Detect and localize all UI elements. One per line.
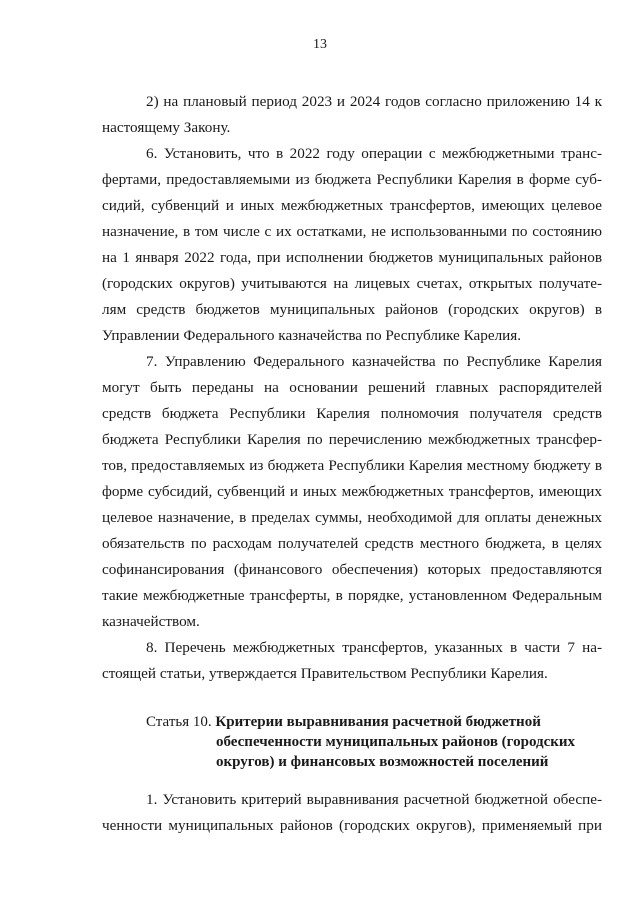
paragraph-line: на 1 января 2022 года, при исполнении бюджетов муниципальных районов [102,249,602,266]
paragraph-line: стоящей статьи, утверждается Правительством Республики Карелия. [102,665,548,682]
paragraph-line: 2) на плановый период 2023 и 2024 годов согласно приложению 14 к [146,93,602,110]
paragraph-line: целевое назначение, в пределах суммы, необходимой для оплаты денежных [102,509,602,526]
article-title: округов) и финансовых возможностей поселений [216,754,549,770]
paragraph-line: могут быть переданы на основании решений главных распорядителей [102,379,602,396]
paragraph-line: 8. Перечень межбюджетных трансфертов, указанных в части 7 на- [146,639,602,656]
article-title: обеспеченности муниципальных районов (городских [216,734,576,750]
paragraph-line: обязательств по расходам получателей средств местного бюджета, в целях [102,535,602,552]
article-number: Статья 10. [146,714,212,730]
paragraph-line: назначение, в том числе с их остатками, не использованными по состоянию [102,223,602,240]
paragraph-line: 1. Установить критерий выравнивания расчетной бюджетной обеспе- [146,791,602,808]
paragraph-line: фертами, предоставляемыми из бюджета Республики Карелия в форме суб- [102,171,602,188]
paragraph-line: ченности муниципальных районов (городских округов), применяемый при [102,817,602,834]
paragraph-line: казначейством. [102,613,200,630]
page-number: 13 [313,37,327,52]
paragraph-line: сидий, субвенций и иных межбюджетных трансфертов, имеющих целевое [102,197,602,214]
paragraph-line: тов, предоставляемых из бюджета Республики Карелия местному бюджету в [102,457,602,474]
paragraph-line: форме субсидий, субвенций и иных межбюджетных трансфертов, имеющих [102,483,602,500]
paragraph-line: настоящему Закону. [102,119,231,136]
paragraph-line: софинансирования (финансового обеспечения) которых предоставляются [102,561,602,578]
paragraph-line: (городских округов) учитываются на лицевых счетах, открытых получате- [102,275,602,292]
article-heading-line [146,712,541,732]
article-title: Критерии выравнивания расчетной бюджетной [215,714,541,730]
paragraph-line: лям средств бюджетов муниципальных районов (городских округов) в [102,301,602,318]
paragraph-line: такие межбюджетные трансферты, в порядке, установленном Федеральным [102,587,602,604]
paragraph-line: Управлении Федерального казначейства по Республике Карелия. [102,327,522,344]
paragraph-line: средств бюджета Республики Карелия полномочия получателя средств [102,405,602,422]
paragraph-line: 6. Установить, что в 2022 году операции с межбюджетными транс- [146,145,602,162]
paragraph-line: бюджета Республики Карелия по перечислению межбюджетных трансфер- [102,431,602,448]
paragraph-line: 7. Управлению Федерального казначейства по Республике Карелия [146,353,602,370]
